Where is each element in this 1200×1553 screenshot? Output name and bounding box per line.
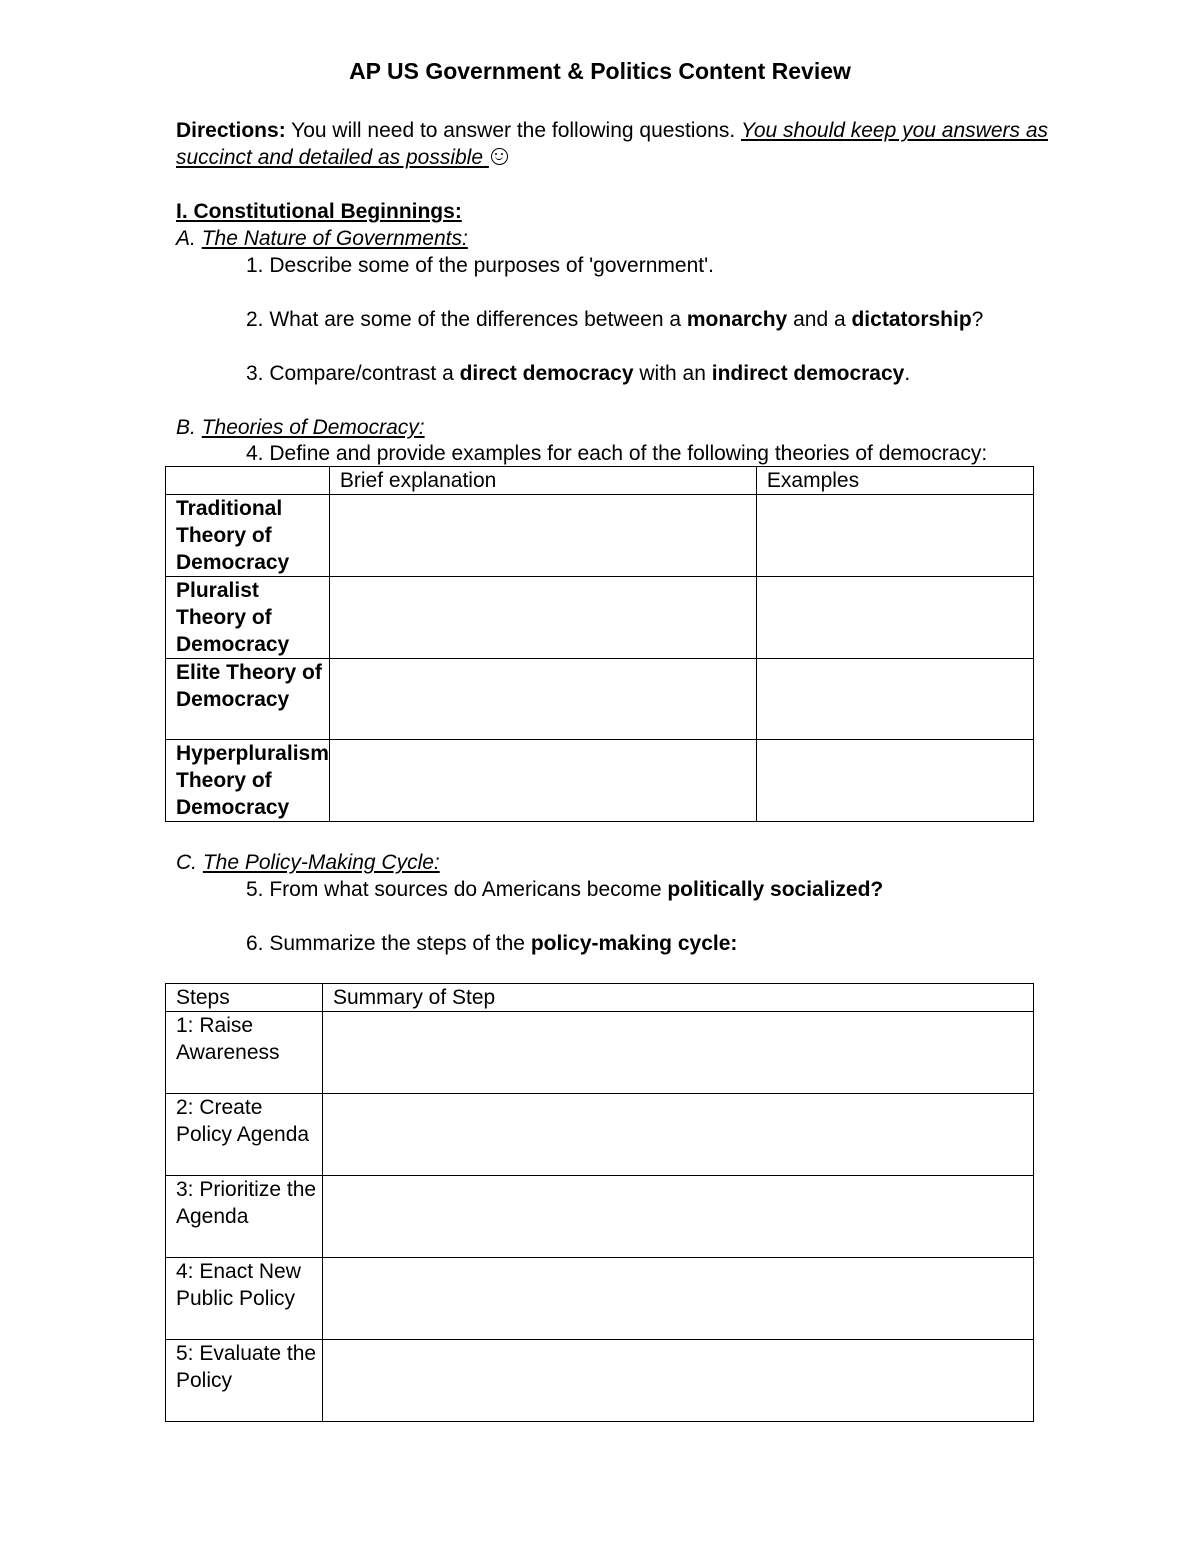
question-4: 4. Define and provide examples for each of the following theories of democracy: — [246, 442, 988, 465]
directions-emphasis-2: succinct and detailed as possible — [176, 146, 489, 169]
summary-cell[interactable] — [323, 1094, 1034, 1176]
democracy-theories-table — [165, 466, 1034, 822]
directions-text: You will need to answer the following questions. — [285, 119, 741, 142]
q2-text: 2. What are some of the differences between a — [246, 308, 687, 331]
step-label: 3: Prioritize the Agenda — [166, 1176, 323, 1258]
theory-label-text: Pluralist Theory of Democracy — [176, 579, 290, 656]
q2-term-dictatorship: dictatorship — [851, 308, 972, 331]
partA-title: The Nature of Governments: — [201, 227, 468, 250]
q2-term-monarchy: monarchy — [686, 308, 788, 331]
table-header-cell: Brief explanation — [329, 467, 756, 495]
q3-text-mid: with an — [633, 362, 712, 385]
table-row — [166, 577, 1034, 659]
explanation-cell[interactable] — [329, 659, 756, 740]
table-header-cell — [166, 467, 330, 495]
section1-heading — [176, 198, 462, 225]
explanation-cell[interactable] — [329, 577, 756, 659]
summary-cell[interactable] — [323, 1012, 1034, 1094]
q6-text: 6. Summarize the steps of the — [246, 932, 531, 955]
table-row — [166, 1094, 1034, 1176]
theory-label-text: Traditional Theory of Democracy — [176, 497, 290, 574]
q6-term: policy-making cycle: — [530, 932, 738, 955]
partB-letter: B. — [176, 416, 202, 439]
table-header-cell: Examples — [756, 467, 1033, 495]
step-label: 4: Enact New Public Policy — [166, 1258, 323, 1340]
table-row — [166, 1258, 1034, 1340]
table-row — [166, 1012, 1034, 1094]
summary-cell[interactable] — [323, 1258, 1034, 1340]
partC-letter: C. — [176, 851, 203, 874]
q5-text: 5. From what sources do Americans become — [246, 878, 668, 901]
q2-text-end: ? — [971, 308, 984, 331]
q2-text-mid: and a — [787, 308, 852, 331]
directions-emphasis-1: You should keep you answers as — [740, 119, 1049, 142]
question-2 — [246, 306, 983, 333]
examples-cell[interactable] — [756, 577, 1033, 659]
step-label: 2: Create Policy Agenda — [166, 1094, 323, 1176]
smiley-icon — [491, 148, 508, 165]
examples-cell[interactable] — [756, 495, 1033, 577]
q3-text: 3. Compare/contrast a — [246, 362, 460, 385]
directions-paragraph — [176, 117, 1048, 144]
question-1: 1. Describe some of the purposes of 'government'. — [246, 254, 714, 277]
partA-heading — [176, 225, 468, 252]
theory-label-text: Elite Theory of Democracy — [176, 661, 322, 711]
theory-label — [166, 659, 330, 740]
step-label: 5: Evaluate the Policy — [166, 1340, 323, 1422]
summary-cell[interactable] — [323, 1340, 1034, 1422]
q3-text-end: . — [904, 362, 911, 385]
explanation-cell[interactable] — [329, 495, 756, 577]
section1-heading-text: I. Constitutional Beginnings: — [176, 200, 462, 223]
step-label: 1: Raise Awareness — [166, 1012, 323, 1094]
partC-heading — [176, 849, 440, 876]
theory-label-text: Hyperpluralism Theory of Democracy — [176, 742, 329, 819]
directions-label: Directions: — [176, 119, 286, 142]
explanation-cell[interactable] — [329, 740, 756, 822]
table-header-cell: Steps — [166, 984, 323, 1012]
theory-label — [166, 495, 330, 577]
policy-cycle-table — [165, 983, 1034, 1422]
page-title: AP US Government & Politics Content Review — [349, 58, 851, 84]
question-6 — [246, 930, 737, 957]
table-row — [166, 659, 1034, 740]
table-row — [166, 495, 1034, 577]
q3-term-direct: direct democracy — [459, 362, 634, 385]
summary-cell[interactable] — [323, 1176, 1034, 1258]
examples-cell[interactable] — [756, 659, 1033, 740]
partB-title: Theories of Democracy: — [201, 416, 425, 439]
question-3 — [246, 360, 910, 387]
directions-paragraph-cont — [176, 144, 508, 171]
partB-heading — [176, 414, 425, 441]
theory-label — [166, 577, 330, 659]
table-header-row — [166, 984, 1034, 1012]
table-row — [166, 740, 1034, 822]
q5-term: politically socialized? — [667, 878, 884, 901]
examples-cell[interactable] — [756, 740, 1033, 822]
table-header-cell: Summary of Step — [323, 984, 1034, 1012]
table-row — [166, 1176, 1034, 1258]
partA-letter: A. — [176, 227, 202, 250]
table-header-row — [166, 467, 1034, 495]
partC-title: The Policy-Making Cycle: — [202, 851, 440, 874]
q3-term-indirect: indirect democracy — [711, 362, 905, 385]
table-row — [166, 1340, 1034, 1422]
theory-label — [166, 740, 330, 822]
question-5 — [246, 876, 883, 903]
